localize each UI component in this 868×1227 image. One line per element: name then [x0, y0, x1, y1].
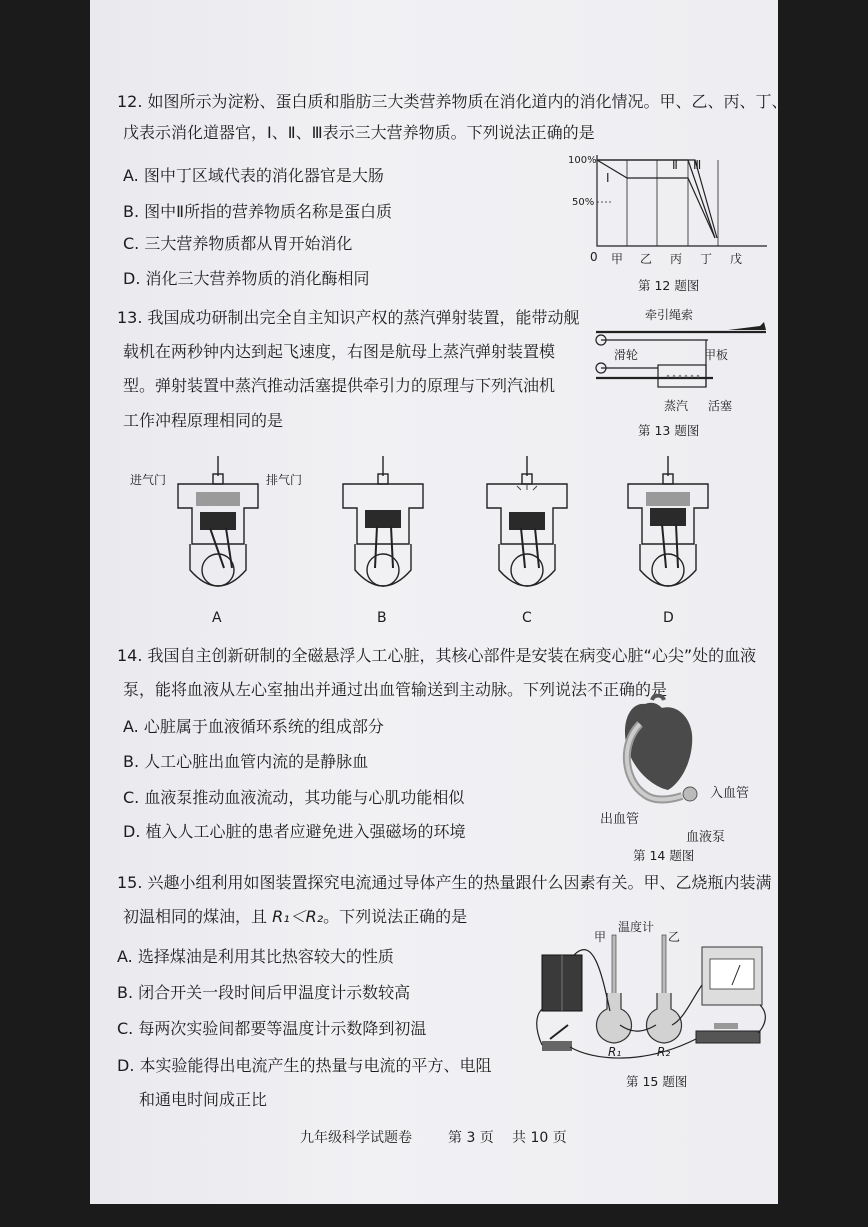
q12-option-d: D. 消化三大营养物质的消化酶相同: [123, 269, 370, 288]
q13-line2: 载机在两秒钟内达到起飞速度，右图是航母上蒸汽弹射装置模: [123, 342, 556, 361]
q13-choice-a: A: [212, 610, 222, 626]
footer-title: 九年级科学试题卷: [300, 1130, 412, 1146]
q12-origin: 0: [590, 250, 598, 264]
q13-engine-b: [337, 452, 429, 604]
q14-out-tube-label: 出血管: [600, 812, 640, 827]
q14-option-d: D. 植入人工心脏的患者应避免进入强磁场的环境: [123, 822, 466, 841]
q13-intake-label: 进气门: [130, 473, 167, 487]
q12-option-a: A. 图中丁区域代表的消化器官是大肠: [123, 166, 384, 185]
q12-organ-ding: 丁: [700, 252, 713, 266]
q12-ylabel-100: 100%: [568, 155, 597, 166]
q12-organ-yi: 乙: [640, 252, 653, 266]
q13-choice-d: D: [663, 610, 674, 626]
q12-organ-jia: 甲: [611, 252, 624, 266]
q13-rope-label: 牵引绳索: [645, 308, 694, 322]
footer-total: 共 10 页: [512, 1130, 567, 1146]
q12-caption: 第 12 题图: [638, 278, 700, 293]
q13-piston-label: 活塞: [708, 399, 733, 413]
q15-jia-label: 甲: [594, 930, 607, 944]
q15-r2-label: R₂: [657, 1045, 671, 1059]
q14-artificial-heart-figure: [610, 694, 710, 814]
q12-organ-bing: 丙: [670, 252, 683, 266]
q13-choice-c: C: [522, 610, 532, 626]
q13-caption: 第 13 题图: [638, 423, 700, 438]
q13-engine-d: [622, 452, 714, 604]
q14-in-tube-label: 入血管: [710, 786, 750, 801]
q15-yi-label: 乙: [668, 930, 681, 944]
q13-deck-label: 甲板: [704, 348, 729, 362]
q12-option-b: B. 图中Ⅱ所指的营养物质名称是蛋白质: [123, 202, 393, 221]
q12-curve-label-1: Ⅰ: [606, 171, 610, 185]
q14-option-c: C. 血液泵推动血液流动，其功能与心肌功能相似: [123, 788, 465, 807]
q13-engine-c: [481, 452, 573, 604]
q15-option-d-cont: 和通电时间成正比: [139, 1090, 268, 1109]
q14-caption: 第 14 题图: [633, 848, 695, 863]
q15-resistance-relation: R₁＜R₂: [272, 907, 324, 926]
q12-organ-wu: 戊: [730, 252, 743, 266]
q13-line1: 13. 我国成功研制出完全自主知识产权的蒸汽弹射装置，能带动舰: [117, 308, 580, 327]
q14-option-b: B. 人工心脏出血管内流的是静脉血: [123, 752, 369, 771]
q12-ylabel-50: 50%: [572, 197, 595, 208]
q15-stem-line1: 15. 兴趣小组利用如图装置探究电流通过导体产生的热量跟什么因素有关。甲、乙烧瓶内装满: [117, 873, 772, 892]
q15-caption: 第 15 题图: [626, 1074, 688, 1089]
q15-stem-line2-a: 初温相同的煤油，且: [123, 907, 273, 926]
q13-engine-a: [172, 452, 264, 604]
q14-pump-label: 血液泵: [686, 830, 726, 845]
q12-option-c: C. 三大营养物质都从胃开始消化: [123, 234, 353, 253]
q14-stem-line2: 泵，能将血液从左心室抽出并通过出血管输送到主动脉。下列说法不正确的是: [123, 680, 668, 699]
q15-option-d: D. 本实验能得出电流产生的热量与电流的平方、电阻: [117, 1056, 492, 1075]
q15-circuit-figure: [534, 915, 770, 1073]
q15-option-c: C. 每两次实验间都要等温度计示数降到初温: [117, 1019, 427, 1038]
q13-exhaust-label: 排气门: [266, 473, 303, 487]
q12-stem-line2: 戊表示消化道器官，Ⅰ、Ⅱ、Ⅲ表示三大营养物质。下列说法正确的是: [123, 123, 595, 142]
q13-choice-b: B: [377, 610, 387, 626]
q15-option-b: B. 闭合开关一段时间后甲温度计示数较高: [117, 983, 411, 1002]
q12-curve-label-3: Ⅲ: [693, 158, 702, 172]
q15-thermometer-label: 温度计: [618, 920, 655, 934]
q13-pulley-label: 滑轮: [614, 348, 639, 362]
q15-option-a: A. 选择煤油是利用其比热容较大的性质: [117, 947, 394, 966]
footer-page: 第 3 页: [448, 1130, 494, 1146]
q13-steam-label: 蒸汽: [664, 399, 689, 413]
q14-stem-line1: 14. 我国自主创新研制的全磁悬浮人工心脏，其核心部件是安装在病变心脏“心尖”处的血液: [117, 646, 757, 665]
q13-line3: 型。弹射装置中蒸汽推动活塞提供牵引力的原理与下列汽油机: [123, 376, 556, 395]
q15-stem-line2: [123, 907, 467, 927]
q15-r1-label: R₁: [608, 1045, 622, 1059]
q13-line4: 工作冲程原理相同的是: [123, 411, 284, 430]
q12-stem-line1: 12. 如图所示为淀粉、蛋白质和脂肪三大类营养物质在消化道内的消化情况。甲、乙、丙、丁、: [117, 92, 788, 111]
q14-option-a: A. 心脏属于血液循环系统的组成部分: [123, 717, 384, 736]
q12-curve-label-2: Ⅱ: [672, 158, 678, 172]
q15-stem-line2-b: 。下列说法正确的是: [323, 907, 468, 926]
